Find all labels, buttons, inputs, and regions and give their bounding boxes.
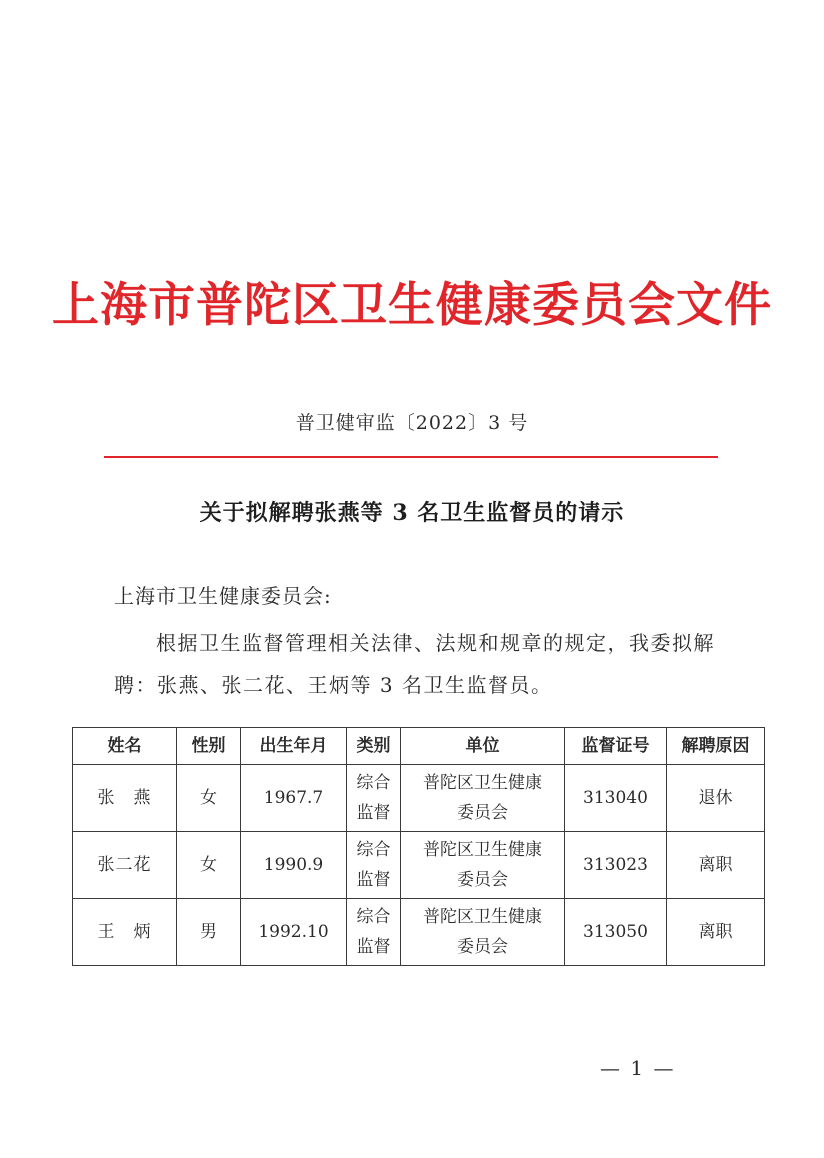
cell-cert-no: 313050 bbox=[565, 899, 667, 966]
document-header-title: 上海市普陀区卫生健康委员会文件 bbox=[52, 278, 772, 333]
personnel-table bbox=[72, 727, 765, 966]
table-header-row bbox=[73, 728, 765, 765]
column-header-cert-no: 监督证号 bbox=[565, 728, 667, 765]
document-subject: 关于拟解聘张燕等 3 名卫生监督员的请示 bbox=[199, 500, 625, 526]
cell-cert-no: 313023 bbox=[565, 832, 667, 899]
column-header-birth: 出生年月 bbox=[241, 728, 347, 765]
addressee: 上海市卫生健康委员会: bbox=[114, 584, 332, 608]
cell-name: 张二花 bbox=[73, 832, 177, 899]
table-row bbox=[73, 765, 765, 832]
cell-category: 综合 监督 bbox=[347, 832, 401, 899]
table-row bbox=[73, 899, 765, 966]
column-header-gender: 性别 bbox=[177, 728, 241, 765]
cell-reason: 离职 bbox=[667, 832, 765, 899]
cell-category: 综合 监督 bbox=[347, 765, 401, 832]
cell-birth: 1992.10 bbox=[241, 899, 347, 966]
column-header-unit: 单位 bbox=[401, 728, 565, 765]
cell-reason: 离职 bbox=[667, 899, 765, 966]
cell-gender: 男 bbox=[177, 899, 241, 966]
column-header-category: 类别 bbox=[347, 728, 401, 765]
cell-name: 王 炳 bbox=[73, 899, 177, 966]
red-divider-line bbox=[104, 456, 718, 458]
page-number: — 1 — bbox=[600, 1056, 676, 1080]
table-row bbox=[73, 832, 765, 899]
column-header-name: 姓名 bbox=[73, 728, 177, 765]
cell-gender: 女 bbox=[177, 832, 241, 899]
cell-name: 张 燕 bbox=[73, 765, 177, 832]
cell-unit: 普陀区卫生健康 委员会 bbox=[401, 899, 565, 966]
cell-unit: 普陀区卫生健康 委员会 bbox=[401, 765, 565, 832]
cell-category: 综合 监督 bbox=[347, 899, 401, 966]
body-paragraph: 根据卫生监督管理相关法律、法规和规章的规定，我委拟解聘：张燕、张二花、王炳等 3 名卫生监督员。 bbox=[114, 631, 715, 697]
column-header-reason: 解聘原因 bbox=[667, 728, 765, 765]
cell-unit: 普陀区卫生健康 委员会 bbox=[401, 832, 565, 899]
document-number: 普卫健审监〔2022〕3 号 bbox=[295, 412, 529, 434]
cell-reason: 退休 bbox=[667, 765, 765, 832]
cell-birth: 1990.9 bbox=[241, 832, 347, 899]
cell-gender: 女 bbox=[177, 765, 241, 832]
cell-cert-no: 313040 bbox=[565, 765, 667, 832]
cell-birth: 1967.7 bbox=[241, 765, 347, 832]
